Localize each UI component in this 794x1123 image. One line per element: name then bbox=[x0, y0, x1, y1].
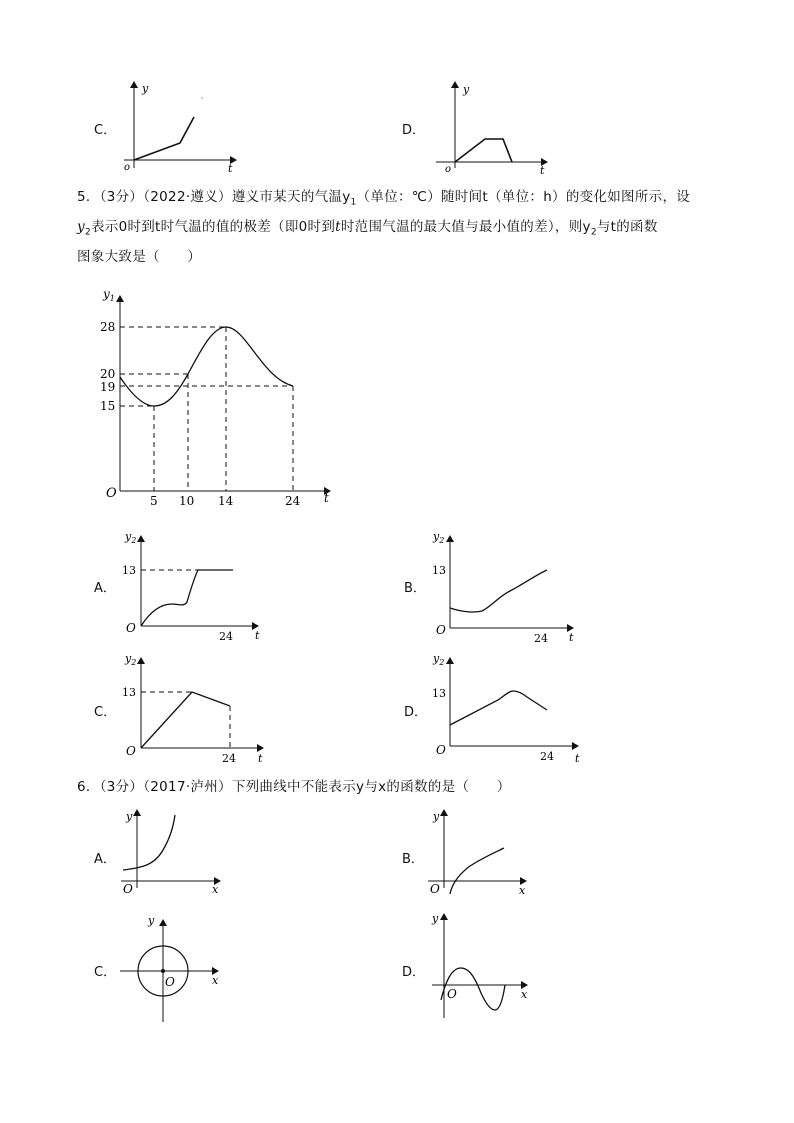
svg-text:t: t bbox=[258, 752, 263, 765]
q5-option-a-label[interactable]: A． bbox=[94, 581, 116, 596]
q4-option-c-label[interactable]: C． bbox=[94, 123, 117, 138]
q5-option-d-label[interactable]: D． bbox=[404, 705, 428, 720]
q5-ytick-19: 19 bbox=[100, 380, 116, 394]
svg-text:x: x bbox=[212, 974, 219, 987]
q5-sub: 2 bbox=[590, 227, 597, 238]
svg-text:O: O bbox=[447, 987, 457, 1001]
q5-t-label: t bbox=[324, 491, 329, 505]
q5-xtick-14: 14 bbox=[218, 494, 234, 508]
svg-text:y2: $y_2$ bbox=[433, 652, 445, 667]
q5-xtick-5: 5 bbox=[150, 494, 158, 508]
q5-option-c-label[interactable]: C． bbox=[94, 705, 117, 720]
svg-text:O: O bbox=[126, 744, 136, 758]
q5-xtick-24: 24 bbox=[285, 494, 301, 508]
svg-text:24: 24 bbox=[219, 630, 233, 643]
svg-text:y: y bbox=[148, 914, 155, 927]
svg-text:24: 24 bbox=[222, 752, 236, 765]
q6-option-b-label[interactable]: B． bbox=[402, 852, 424, 867]
svg-text:t: t bbox=[255, 629, 260, 642]
q4d-t-label: t bbox=[540, 164, 545, 177]
q5-stem-part: 5．（3分）（2022·遵义）遵义市某天的气温y bbox=[77, 189, 351, 205]
q6-option-a-label[interactable]: A． bbox=[94, 852, 116, 867]
q5-stem-part: 图象大致是（ ） bbox=[77, 249, 202, 265]
svg-text:y: y bbox=[432, 912, 439, 925]
svg-text:y: y bbox=[433, 810, 440, 823]
svg-text:y2: $y_2$ bbox=[433, 530, 445, 545]
q6-option-c-label[interactable]: C． bbox=[94, 965, 117, 980]
q5-xtick-10: 10 bbox=[179, 494, 195, 508]
q4-option-d-label[interactable]: D． bbox=[402, 123, 426, 138]
svg-text:24: 24 bbox=[540, 750, 554, 763]
q6-option-d-label[interactable]: D． bbox=[402, 965, 426, 980]
svg-text:13: 13 bbox=[432, 687, 446, 700]
q5-stem-part: 表示0时到t时气温的值的极差（即0时到 bbox=[90, 219, 336, 235]
svg-text:x: x bbox=[521, 988, 528, 1001]
q5-y1-label: $y_1$ bbox=[103, 287, 115, 303]
q5-option-b-label[interactable]: B． bbox=[404, 581, 426, 596]
q4d-y-label: y bbox=[463, 83, 470, 96]
svg-text:y2: $y_2$ bbox=[125, 652, 137, 667]
q4d-origin: o bbox=[445, 164, 452, 175]
q4c-t-label: t bbox=[228, 162, 233, 175]
q4c-origin: o bbox=[124, 162, 131, 173]
q5-stem-part: 与t的函数 bbox=[596, 219, 658, 235]
svg-text:x: x bbox=[212, 883, 219, 896]
svg-text:O: O bbox=[436, 743, 446, 757]
svg-text:O: O bbox=[165, 975, 175, 989]
svg-text:13: 13 bbox=[432, 564, 446, 577]
q5-stem-part: 时范围气温的最大值与最小值的差），则y bbox=[340, 219, 591, 235]
q4c-y-label: y bbox=[142, 82, 149, 95]
q6-stem-part: 6．（3分）（2017·泸州）下列曲线中不能表示y与x的函数的是（ ） bbox=[77, 779, 511, 795]
svg-text:x: x bbox=[519, 884, 526, 897]
svg-text:t: t bbox=[569, 631, 574, 644]
q5-origin: O bbox=[106, 486, 117, 501]
svg-text:13: 13 bbox=[122, 564, 136, 577]
q5-var: t bbox=[335, 219, 341, 235]
q5-sub: 2 bbox=[84, 227, 91, 238]
svg-text:13: 13 bbox=[122, 686, 136, 699]
svg-text:24: 24 bbox=[534, 632, 548, 645]
q5-stem-part: （单位：℃）随时间t（单位：h）的变化如图所示，设 bbox=[356, 189, 691, 205]
svg-text:y: y bbox=[126, 810, 133, 823]
svg-text:O: O bbox=[430, 882, 440, 896]
q5-ytick-28: 28 bbox=[100, 320, 116, 334]
svg-text:O: O bbox=[123, 882, 133, 896]
svg-text:y2: $y_2$ bbox=[125, 530, 137, 545]
svg-text:t: t bbox=[575, 752, 580, 765]
svg-text:O: O bbox=[126, 621, 136, 635]
svg-text:O: O bbox=[436, 623, 446, 637]
q5-var: y bbox=[77, 219, 85, 235]
q5-sub: 1 bbox=[350, 197, 357, 208]
q5-ytick-15: 15 bbox=[100, 399, 116, 413]
q5-ytick-20: 20 bbox=[100, 367, 116, 381]
